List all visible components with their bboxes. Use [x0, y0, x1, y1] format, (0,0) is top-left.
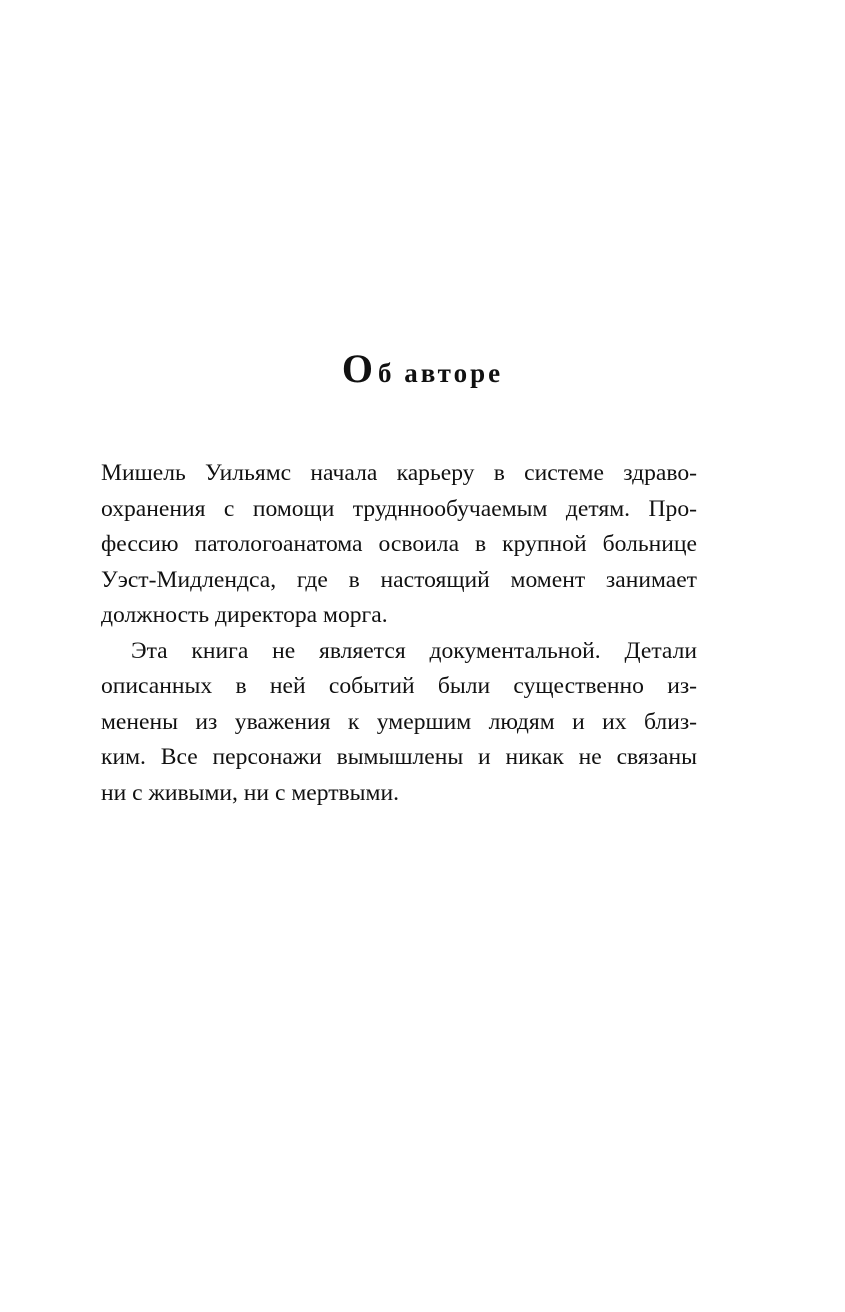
- text-line: охранения с помощи трудннообучаемым детям. Про-: [101, 495, 697, 522]
- text-line: описанных в ней событий были существенно из-: [101, 673, 697, 699]
- text-line: Уэст-Мидлендса, где в настоящий момент занимает: [101, 566, 697, 593]
- paragraph-1: [101, 456, 697, 634]
- text-line: должность директора морга.: [101, 602, 388, 628]
- page-title: [0, 344, 845, 398]
- paragraph-2: [101, 634, 697, 812]
- text-line: Мишель Уильямс начала карьеру в системе здраво-: [101, 460, 697, 486]
- text-line: фессию патологоанатома освоила в крупной больнице: [101, 531, 697, 557]
- text-line: менены из уважения к умершим людям и их близ-: [101, 708, 697, 735]
- page-title-initial: О: [341, 346, 375, 391]
- text-line: ни с живыми, ни с мертвыми.: [101, 779, 399, 806]
- page-title-rest: б авторе: [378, 358, 504, 388]
- text-line: ким. Все персонажи вымышлены и никак не связаны: [101, 744, 697, 770]
- text-line: Эта книга не является документальной. Детали: [131, 637, 697, 664]
- body-text: [101, 456, 697, 811]
